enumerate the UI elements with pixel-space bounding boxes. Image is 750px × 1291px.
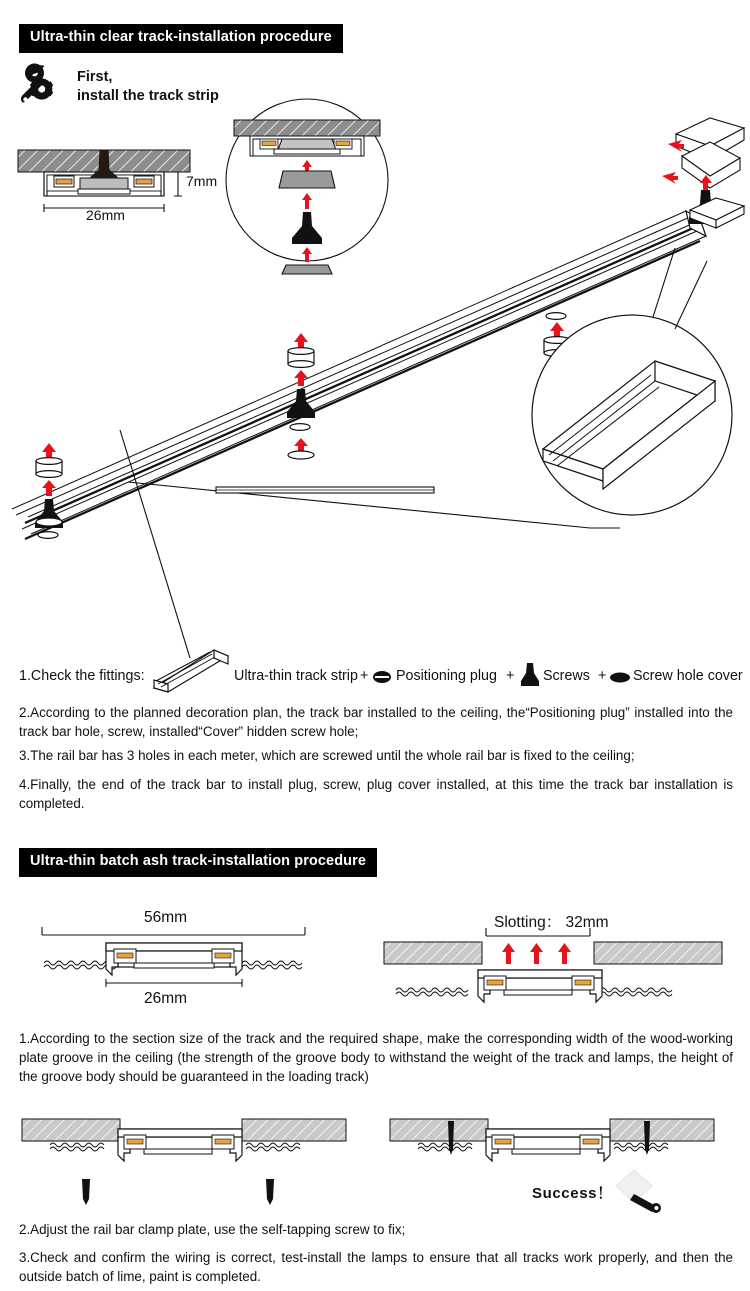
gear-wrench-icon <box>16 62 72 110</box>
section1-step-2: 2.According to the planned decoration plan, the track bar installed to the ceiling, the“Positioning plug” installed into the track bar hole, screw, installed“Cover” hidden screw hole; <box>19 705 733 740</box>
trowel-icon <box>612 1168 664 1216</box>
cross-section-width-label: 26mm <box>86 207 125 223</box>
legend-plus-2: + <box>506 668 515 684</box>
section2-step-1: 1.According to the section size of the track and the required shape, make the corresponding width of the wood-working plate groove in the ceiling (the strength of the groove body to withstand the weight of the track and lamps, the height of the groove body should be guaranteed in the loading track) <box>19 1031 733 1085</box>
positioning-plug-icon <box>371 669 393 685</box>
legend-plus-1: + <box>360 668 369 684</box>
lead-line-2: install the track strip <box>77 88 219 105</box>
screw-icon <box>520 663 540 687</box>
screw-hole-cover-left <box>20 508 78 532</box>
section1-lead <box>77 68 219 107</box>
legend-cover-label: Screw hole cover <box>633 668 743 684</box>
section1-step-3: 3.The rail bar has 3 holes in each meter, which are screwed until the whole rail bar is fixed to the ceiling; <box>19 748 635 763</box>
section2-outer-width-label: 56mm <box>144 909 188 926</box>
legend-strip-label: Ultra-thin track strip <box>234 668 358 684</box>
cross-section-height-label: 7mm <box>186 173 218 189</box>
section2-right-diagram <box>382 928 727 1018</box>
end-cap-lower-piece <box>686 196 750 232</box>
section2-bottom-left-diagram <box>14 1113 354 1213</box>
legend-plug-label: Positioning plug <box>396 668 497 684</box>
screw-hole-cover-icon <box>609 671 631 684</box>
fittings-prefix: 1.Check the fittings: <box>19 668 145 684</box>
section1-banner: Ultra-thin clear track-installation procedure <box>19 24 343 53</box>
legend-plus-3: + <box>598 668 607 684</box>
section2-inner-width-label: 26mm <box>144 990 188 1007</box>
ceiling-guide-lines <box>120 430 620 670</box>
part-column-middle <box>272 333 330 431</box>
section2-bottom-right-diagram <box>382 1113 722 1193</box>
legend-screws-label: Screws <box>543 668 590 684</box>
lead-line-1: First, <box>77 69 113 85</box>
section2-step-3: 3.Check and confirm the wiring is correct, test-install the lamps to ensure that all tracks work properly, and then the outside batch of lime, paint is completed. <box>19 1250 733 1285</box>
track-strip-icon <box>152 646 232 692</box>
success-label: Success！ <box>532 1185 613 1202</box>
section2-banner: Ultra-thin batch ash track-installation procedure <box>19 848 377 877</box>
section2-step-2: 2.Adjust the rail bar clamp plate, use the self-tapping screw to fix; <box>19 1222 406 1237</box>
slotting-label: Slotting： 32mm <box>494 914 609 931</box>
section1-step-4: 4.Finally, the end of the track bar to install plug, screw, plug cover installed, at this time the track bar installation is completed. <box>19 777 733 812</box>
